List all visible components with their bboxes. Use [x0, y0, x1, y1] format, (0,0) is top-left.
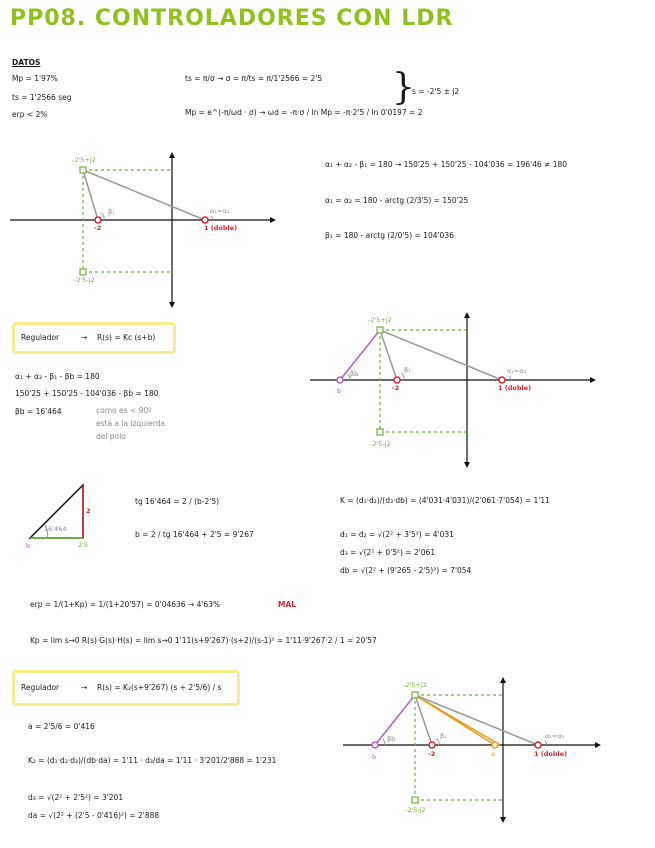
plot2-b-label: b [337, 387, 342, 395]
plot1-double-label: 1 (doble) [204, 224, 238, 232]
erp-equation: erp = 1/(1+Kp) = 1/(1+20'57) = 0'04636 → 4'63% [30, 600, 221, 609]
pole-bot-marker [80, 269, 86, 275]
plot2-zero-label: -2 [392, 384, 400, 392]
d3-2-equation: d₃ = √(2² + 2'5²) = 3'201 [28, 793, 124, 802]
db-equation: db = √(2² + (9'265 - 2'5)²) = 7'054 [340, 566, 472, 575]
d3-equation: d₃ = √(2² + 0'5²) = 2'061 [340, 548, 436, 557]
plot3-double-label: 1 (doble) [534, 750, 568, 758]
root-locus-plot-1 [0, 150, 280, 310]
plot3-pole-top-label: -2'5+j2 [403, 681, 427, 689]
plot3-zero-label: -2 [428, 750, 436, 758]
plot1-pole-top-label: -2'5+j2 [72, 156, 96, 164]
triangle-angle: 16'464 [44, 525, 67, 533]
plot3-a-label: a [491, 750, 495, 758]
plot1-zero-label: -2 [94, 224, 102, 232]
datos-mp: Mp = 1'97% [12, 74, 58, 83]
root-locus-plot-2 [300, 310, 600, 470]
k2-equation: K₂ = (d₁·d₂·d₃)/(db·da) = 1'11 · d₃/da = 1'11 · 3'201/2'888 = 1'231 [28, 756, 277, 765]
double-pole-marker [202, 217, 208, 223]
kp-equation: Kp = lim s→0 R(s)·G(s)·H(s) = lim s→0 1'11(s+9'267)·(s+2)/(s-1)² = 1'11·9'267·2 / 1 = 20'57 [30, 636, 377, 645]
plot3-alpha-label: α₁=α₂ [545, 732, 565, 740]
plot2-pole-top-label: -2'5+j2 [368, 316, 392, 324]
k-equation: K = (d₁·d₂)/(d₃·db) = (4'031·4'031)/(2'061·7'054) = 1'11 [340, 496, 550, 505]
regulator-1-formula: R(s) = Kc (s+b) [97, 333, 156, 342]
arrow-icon: → [81, 683, 88, 692]
plot2-double-label: 1 (doble) [498, 384, 532, 392]
reg1-calc-3: βb = 16'464 [15, 407, 62, 416]
reg1-calc-1: α₁ + α₂ - β₁ - βb = 180 [15, 372, 100, 381]
ts-equation: ts = π/σ → σ = π/ts = π/1'2566 = 2'5 [185, 74, 323, 83]
datos-ts: ts = 1'2566 seg [12, 93, 72, 102]
da-equation: da = √(2² + (2'5 - 0'416)²) = 2'888 [28, 811, 160, 820]
erp-mal: MAL [278, 600, 297, 609]
s-result: s = -2'5 ± j2 [412, 87, 460, 96]
plot2-pole-bot-label: -2'5-j2 [370, 440, 391, 448]
reg1-note-1: como es < 90º [96, 406, 152, 415]
vector-to-zero [83, 170, 98, 220]
regulator-1-box [12, 322, 176, 354]
zero-marker [95, 217, 101, 223]
plot1-pole-bot-label: -2'5-j2 [74, 276, 95, 284]
reg1-note-2: está a la izquierda [96, 419, 166, 428]
plot2-beta1-label: β₁ [404, 366, 411, 374]
angle-triangle [25, 483, 95, 543]
triangle-b: b [26, 542, 31, 550]
plot3-pole-bot-label: -2'5-j2 [405, 806, 426, 814]
arrow-icon: → [81, 333, 88, 342]
reg1-calc-2: 150'25 + 150'25 - 104'036 - βb = 180 [15, 389, 159, 398]
b-equation: b = 2 / tg 16'464 + 2'5 = 9'267 [135, 530, 254, 539]
vector-to-double-pole [83, 170, 205, 220]
angle-line-1: α₁ + α₂ - β₁ = 180 → 150'25 + 150'25 - 104'036 = 196'46 ≠ 180 [325, 160, 568, 169]
page-title: PP08. CONTROLADORES CON LDR [10, 6, 454, 31]
plot1-alpha-label: α₁=α₂ [210, 207, 230, 215]
triangle-side: 2 [86, 507, 91, 515]
regulator-1-label: Regulador [21, 333, 60, 342]
datos-header: DATOS [12, 58, 41, 67]
regulator-2-label: Regulador [21, 683, 60, 692]
tg-equation: tg 16'464 = 2 / (b-2'5) [135, 497, 220, 506]
plot3-beta1-label: β₁ [440, 732, 447, 740]
regulator-2-box [12, 670, 240, 706]
angle-line-3: β₁ = 180 - arctg (2/0'5) = 104'036 [325, 231, 454, 240]
plot2-alpha-label: α₁=α₂ [507, 367, 527, 375]
d1-equation: d₁ = d₂ = √(2² + 3'5²) = 4'031 [340, 530, 454, 539]
a-equation: a = 2'5/6 = 0'416 [28, 722, 95, 731]
angle-line-2: α₁ = α₂ = 180 - arctg (2/3'5) = 150'25 [325, 196, 469, 205]
plot1-beta-label: β₁ [108, 208, 115, 216]
regulator-2-formula: R(s) = K₂(s+9'267) (s + 2'5/6) / s [97, 683, 222, 692]
pole-top-marker [80, 167, 86, 173]
axis-arrow [270, 217, 276, 223]
mp-equation: Mp = e^(-π/ωd · σ) → ωd = -π·σ / ln Mp = -π·2'5 / ln 0'0197 = 2 [185, 108, 423, 117]
reg1-note-3: del polo [96, 432, 126, 441]
datos-erp: erp < 2% [12, 110, 48, 119]
plot2-beta-b-label: βb [350, 370, 359, 378]
brace: } [392, 67, 415, 108]
plot3-beta-b-label: βb [387, 735, 396, 743]
plot3-b-label: b [372, 753, 377, 761]
triangle-base: 2'5 [78, 541, 89, 549]
